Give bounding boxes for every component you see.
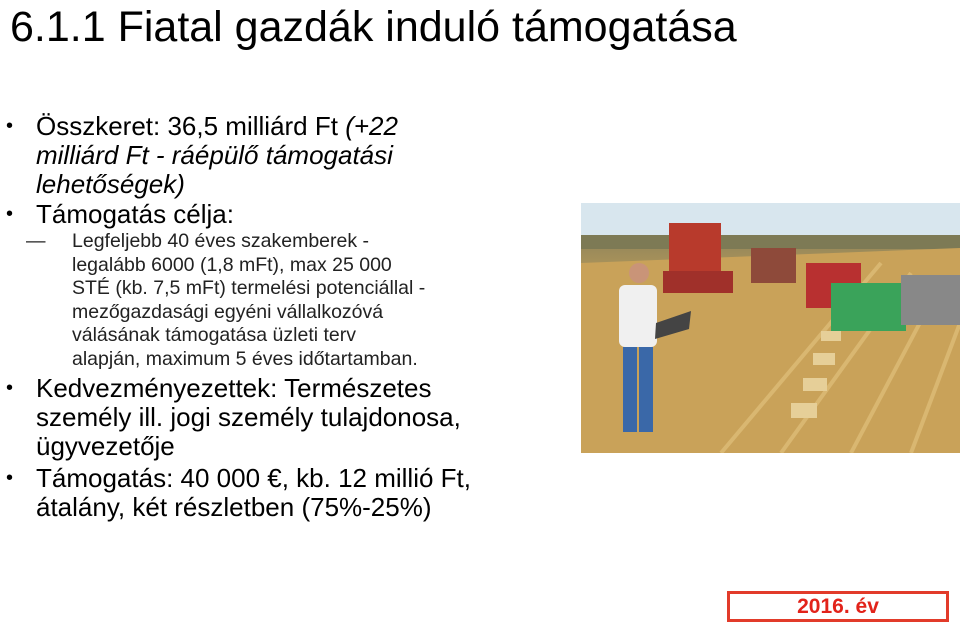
farmer-photo [581, 203, 960, 453]
budget-note-line3: lehetőségek) [36, 169, 185, 199]
budget-text: Összkeret: 36,5 milliárd Ft [36, 111, 346, 141]
sub-line4: mezőgazdasági egyéni vállalkozóvá [72, 300, 384, 323]
sub-line6: alapján, maximum 5 éves időtartamban. [72, 347, 418, 370]
bullet-total-budget [6, 111, 584, 199]
sub-line1: Legfeljebb 40 éves szakemberek - [72, 230, 370, 252]
beneficiaries-line1: Kedvezményezettek: Természetes [36, 373, 432, 403]
bullet-purpose [6, 199, 584, 229]
budget-note-line1: (+22 [345, 111, 398, 141]
slide-title: 6.1.1 Fiatal gazdák induló támogatása [10, 3, 737, 51]
sub-line5: válásának támogatása üzleti terv [72, 324, 356, 346]
bullet-list [6, 111, 584, 523]
support-line2: átalány, két részletben (75%-25%) [36, 492, 432, 522]
farm-scene-illustration [581, 203, 960, 453]
bullet-dot-icon: • [6, 467, 14, 489]
support-line1: Támogatás: 40 000 €, kb. 12 millió Ft, [36, 463, 471, 493]
beneficiaries-line3: ügyvezetője [36, 431, 175, 461]
bullet-dot-icon: • [6, 115, 14, 137]
sub-bullet-experts [26, 230, 584, 371]
sub-line3: STÉ (kb. 7,5 mFt) termelési potenciállal - [72, 277, 426, 299]
bullet-dot-icon: • [6, 203, 14, 225]
sub-line2: legalább 6000 (1,8 mFt), max 25 000 [72, 253, 392, 276]
bullet-support-amount [6, 463, 584, 522]
year-label: 2016. év [727, 591, 949, 622]
bullet-dot-icon: • [6, 377, 14, 399]
budget-note-line2: milliárd Ft - ráépülő támogatási [36, 140, 393, 170]
bullet-beneficiaries [6, 373, 584, 461]
dash-icon: — [26, 230, 46, 252]
beneficiaries-line2: személy ill. jogi személy tulajdonosa, [36, 402, 461, 432]
purpose-text: Támogatás célja: [36, 199, 234, 229]
